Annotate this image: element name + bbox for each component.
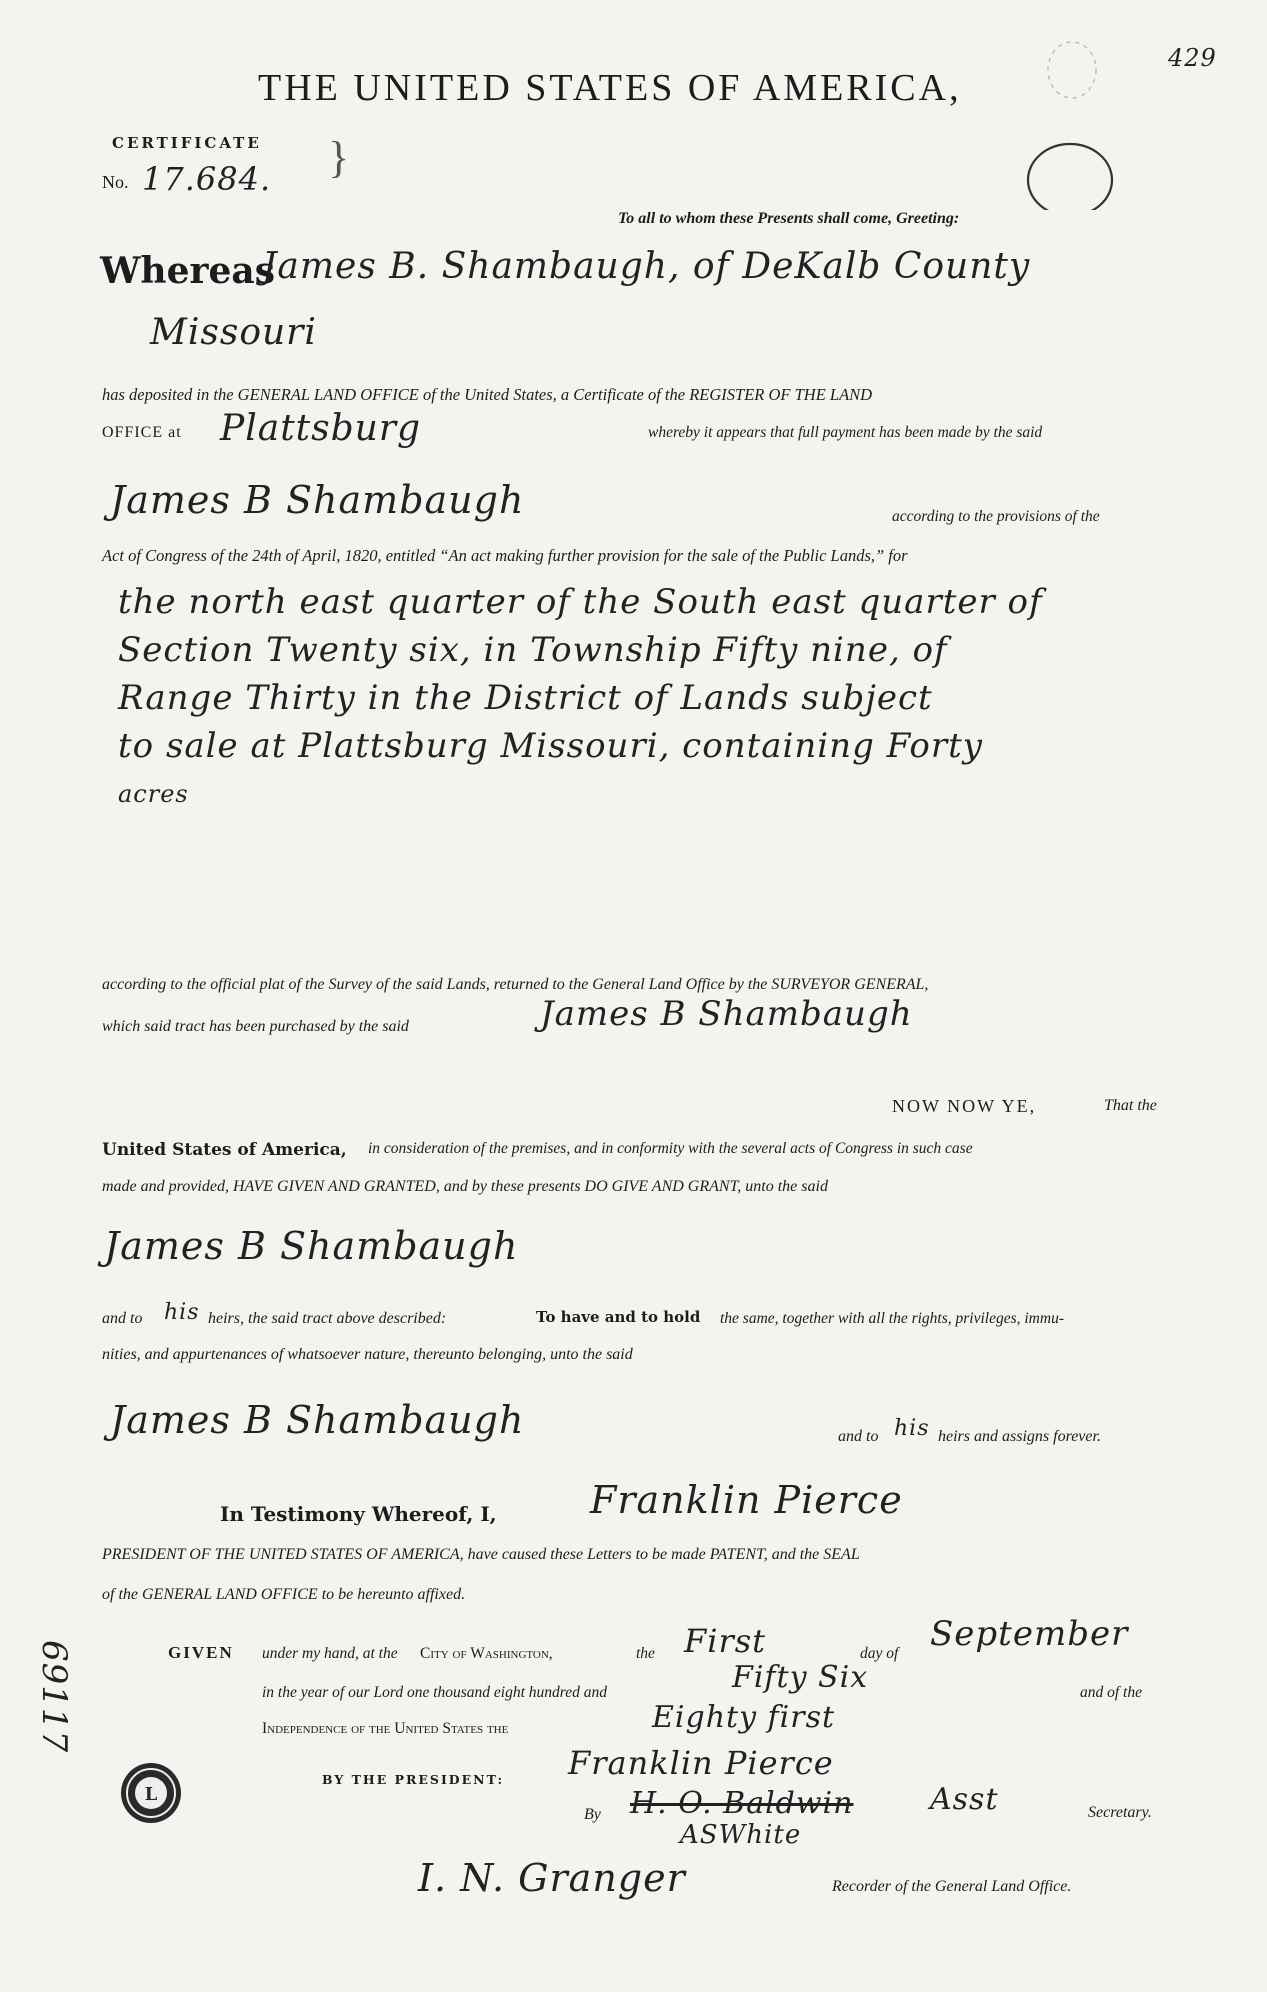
heirs-text: heirs, the said tract above described:: [208, 1310, 447, 1327]
testimony-line2: of the GENERAL LAND OFFICE to be hereunto affixed.: [102, 1586, 466, 1603]
secretary-second-signature: ASWhite: [680, 1820, 802, 1850]
survey-line: according to the official plat of the Survey of the said Lands, returned to the General Land Office by the SURVEYOR GENERAL,: [102, 976, 929, 993]
independence-value: Eighty first: [652, 1700, 836, 1735]
grantee-state: Missouri: [150, 312, 317, 353]
grantee-rest-line: the same, together with all the rights, privileges, immu-: [720, 1310, 1064, 1327]
secretary-label: Secretary.: [1088, 1804, 1152, 1821]
land-line: to sale at Plattsburg Missouri, containing Forty: [118, 726, 983, 766]
land-line: the north east quarter of the South east quarter of: [118, 582, 1043, 622]
payer-name: James B Shambaugh: [110, 478, 525, 522]
and-to-text: and to: [102, 1310, 143, 1327]
recorder-signature: I. N. Granger: [418, 1856, 686, 1900]
given-line: under my hand, at the: [262, 1645, 398, 1662]
circle-mark-icon: [1010, 30, 1130, 210]
secretary-signature: H. O. Baldwin: [630, 1786, 854, 1821]
certificate-label: CERTIFICATE: [112, 134, 262, 152]
that-the-text: That the: [1104, 1097, 1157, 1114]
assigns-text: heirs and assigns forever.: [938, 1428, 1101, 1445]
land-description: [118, 578, 1043, 818]
brace-icon: }: [328, 133, 350, 182]
certificate-number: 17.684.: [142, 160, 272, 198]
city-label: City of Washington,: [420, 1645, 553, 1662]
svg-text:L: L: [144, 1784, 158, 1805]
office-place: Plattsburg: [220, 408, 422, 449]
his-handwritten-2: his: [894, 1416, 930, 1441]
secretary-suffix: Asst: [930, 1782, 999, 1817]
deposit-line: has deposited in the GENERAL LAND OFFICE of the United States, a Certificate of the REGISTER OF THE LAND: [102, 385, 873, 404]
his-handwritten: his: [164, 1300, 200, 1325]
and-of-the-text: and of the: [1080, 1684, 1142, 1701]
number-prefix: No.: [102, 172, 129, 192]
month-value: September: [930, 1614, 1129, 1654]
year-line: in the year of our Lord one thousand eight hundred and: [262, 1684, 607, 1701]
greeting: To all to whom these Presents shall come, Greeting:: [618, 210, 960, 227]
whereas-word: Whereas: [100, 250, 275, 292]
know-ye-line1: in consideration of the premises, and in conformity with the several acts of Congress in such case: [368, 1140, 973, 1157]
independence-label: Independence of the United States the: [262, 1720, 509, 1737]
day-value: First: [684, 1622, 767, 1660]
margin-note: 69117: [34, 1640, 74, 1754]
and-to-text-2: and to: [838, 1428, 879, 1445]
to-have-text: To have and to hold: [536, 1308, 701, 1326]
grantee2-name: James B Shambaugh: [110, 1398, 525, 1442]
purchaser-name: James B Shambaugh: [540, 994, 913, 1034]
the-text: the: [636, 1645, 655, 1662]
survey-purchased: which said tract has been purchased by the said: [102, 1018, 409, 1035]
act-line: Act of Congress of the 24th of April, 1820, entitled “An act making further provision for the sale of the Public Lands,” for: [102, 546, 908, 565]
land-line: Range Thirty in the District of Lands subject: [118, 678, 933, 718]
recorder-label: Recorder of the General Land Office.: [832, 1878, 1072, 1895]
year-value: Fifty Six: [732, 1660, 869, 1695]
testimony-line1-text: PRESIDENT OF THE UNITED STATES OF AMERICA, have caused these Letters to be made PATENT, and the SEAL: [102, 1546, 860, 1563]
know-ye-line2: made and provided, HAVE GIVEN AND GRANTED, and by these presents DO GIVE AND GRANT, unto the said: [102, 1178, 828, 1195]
know-ye-heading: NOW NOW YE,: [892, 1096, 1037, 1116]
given-word: GIVEN: [168, 1643, 234, 1662]
grantee-name: James B Shambaugh: [104, 1224, 519, 1268]
by-text: By: [584, 1806, 601, 1823]
seal-icon: [118, 1760, 184, 1826]
page-number: 429: [1168, 44, 1217, 72]
land-line: Section Twenty six, in Township Fifty nine, of: [118, 630, 948, 670]
by-the-president-label: BY THE PRESIDENT:: [322, 1772, 505, 1787]
grantee-line2: nities, and appurtenances of whatsoever nature, thereunto belonging, unto the said: [102, 1346, 633, 1363]
president-signature: Franklin Pierce: [568, 1744, 834, 1782]
page-title: THE UNITED STATES OF AMERICA,: [258, 67, 962, 109]
president-name: Franklin Pierce: [590, 1478, 903, 1522]
testimony-heading: In Testimony Whereof, I,: [220, 1502, 497, 1526]
land-line: acres: [118, 780, 189, 808]
day-of-text: day of: [860, 1645, 899, 1662]
office-at-label: OFFICE at: [102, 424, 182, 441]
united-states-label: United States of America,: [102, 1140, 347, 1160]
whereby-text: whereby it appears that full payment has been made by the said: [648, 424, 1043, 441]
according-text: according to the provisions of the: [892, 508, 1100, 525]
testimony-line1: [102, 1546, 860, 1564]
grantee-name-county: James B. Shambaugh, of DeKalb County: [262, 246, 1031, 287]
